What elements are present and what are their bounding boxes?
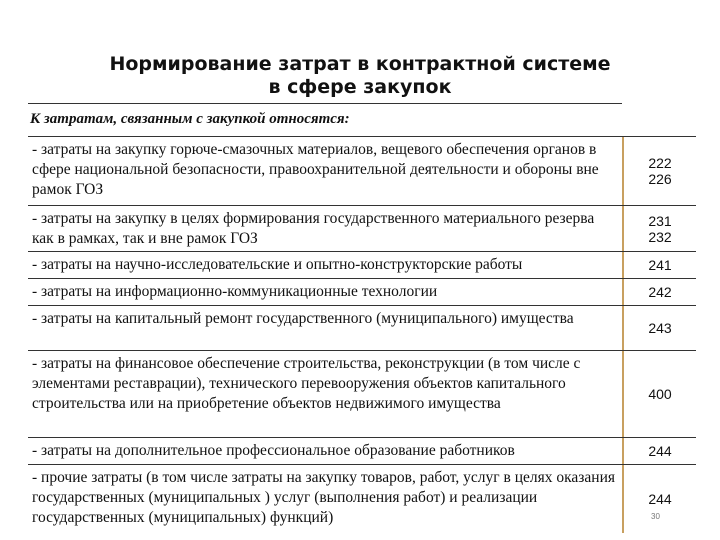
row-text: - затраты на закупку горюче-смазочных материалов, вещевого обеспечения органов в сфере национальной безопасности, правоохранительной деятельности и обороны вне рамок ГОЗ xyxy=(32,141,599,198)
table-row xyxy=(28,252,696,279)
table-row xyxy=(28,351,696,438)
table-row xyxy=(28,279,696,306)
section-subtitle: К затратам, связанным с закупкой относятся: xyxy=(30,111,350,127)
page-number: 30 xyxy=(651,512,660,521)
row-text: - прочие затраты (в том числе затраты на закупку товаров, работ, услуг в целях оказания государственных (муниципальных ) услуг (выполнения работ) и реализации государственных (муниципальных) функций) xyxy=(32,469,616,526)
code-primary: 244 xyxy=(648,491,672,507)
table-row xyxy=(28,306,696,351)
table-row xyxy=(28,136,696,206)
row-code xyxy=(622,438,696,464)
title-line-2: в сфере закупок xyxy=(268,76,452,98)
row-code xyxy=(622,306,696,350)
row-code xyxy=(622,465,696,533)
table-row xyxy=(28,465,696,533)
divider-line xyxy=(28,103,622,104)
code-primary: 242 xyxy=(648,284,672,300)
row-text: - затраты на дополнительное профессиональное образование работников xyxy=(32,442,515,459)
table-row xyxy=(28,206,696,252)
row-text: - затраты на закупку в целях формирования государственного материального резерва как в рамках, так и вне рамок ГОЗ xyxy=(32,210,595,247)
code-primary: 243 xyxy=(648,320,672,336)
table-row xyxy=(28,438,696,465)
row-code xyxy=(622,206,696,251)
row-code xyxy=(622,137,696,205)
code-primary: 222 xyxy=(648,155,672,171)
row-text: - затраты на научно-исследовательские и опытно-конструкторские работы xyxy=(32,256,523,273)
title-line-1: Нормирование затрат в контрактной системе xyxy=(109,53,611,75)
row-text: - затраты на финансовое обеспечение строительства, реконструкции (в том числе с элементами реставрации), технического перевооружения объектов капитального строительства или на приобретение объектов недвижимого имущества xyxy=(32,355,581,412)
code-primary: 244 xyxy=(648,443,672,459)
row-text: - затраты на информационно-коммуникационные технологии xyxy=(32,283,438,300)
cost-table xyxy=(28,136,696,533)
code-primary: 231 xyxy=(648,212,672,229)
code-secondary: 232 xyxy=(648,228,672,245)
slide-title xyxy=(0,53,720,99)
row-code xyxy=(622,252,696,278)
code-primary: 241 xyxy=(648,257,672,273)
row-code xyxy=(622,351,696,437)
row-code xyxy=(622,279,696,305)
row-text: - затраты на капитальный ремонт государственного (муниципального) имущества xyxy=(32,310,574,327)
code-primary: 400 xyxy=(648,386,672,402)
code-secondary: 226 xyxy=(648,171,672,187)
